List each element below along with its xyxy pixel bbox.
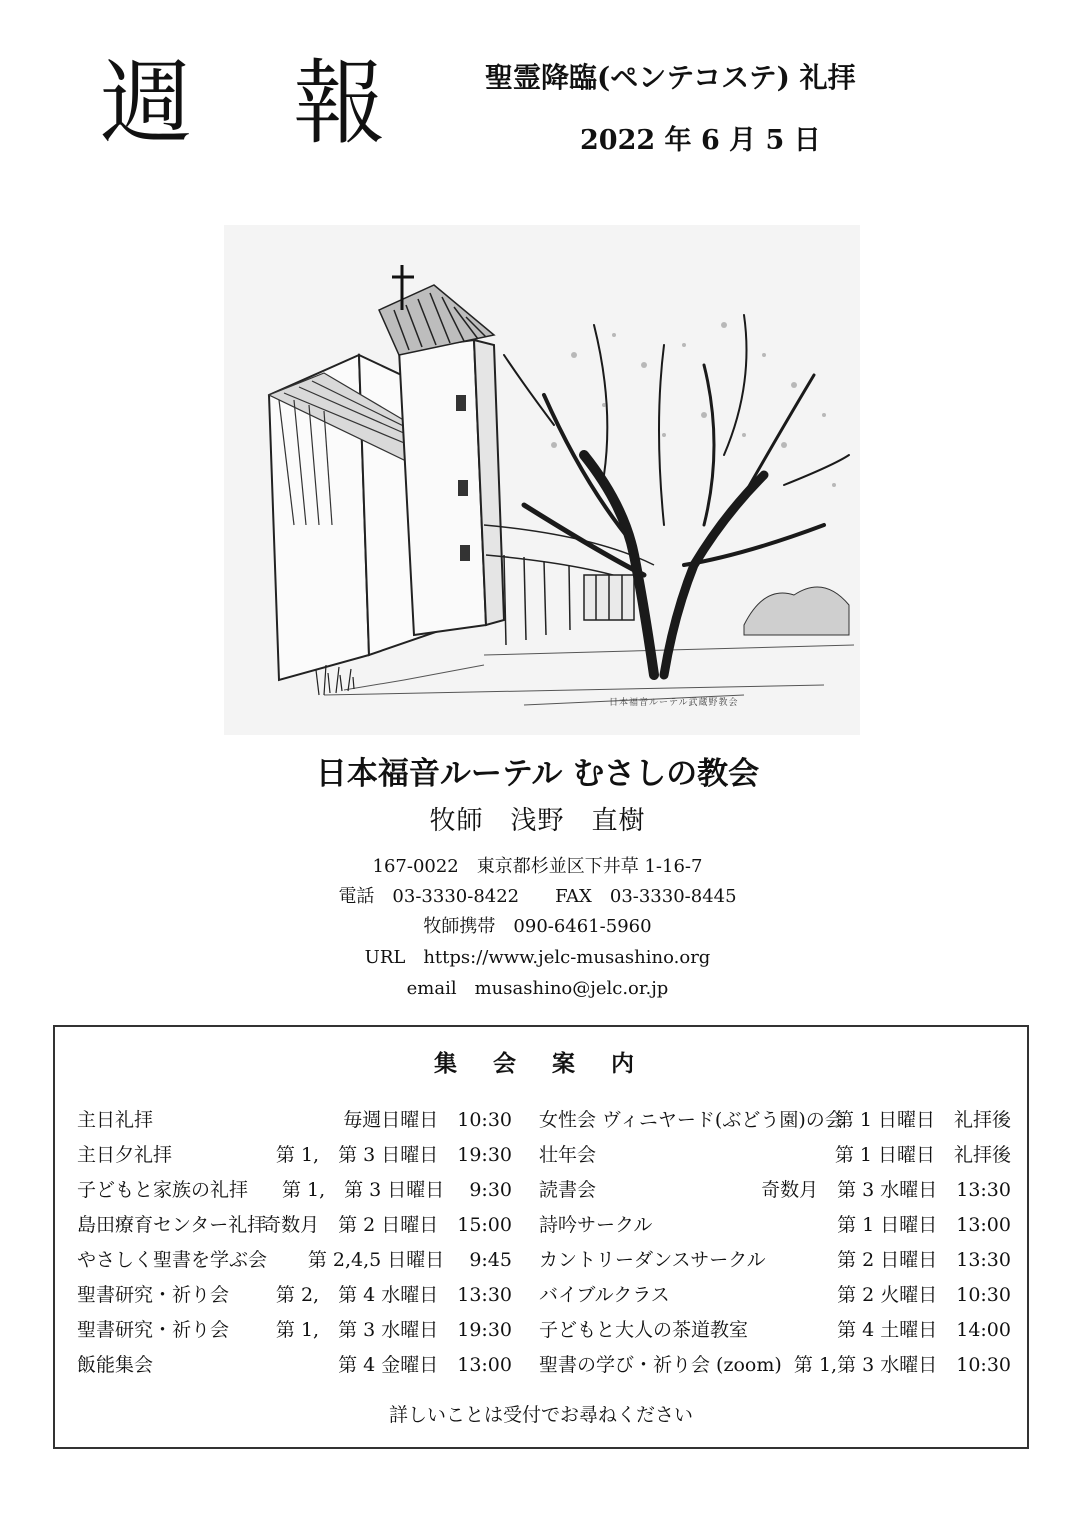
- meetings-footnote: 詳しいことは受付でお尋ねください: [388, 1404, 693, 1426]
- meetings-title: 集 会 案 内: [433, 1050, 649, 1077]
- meeting-name: 壮年会: [539, 1144, 597, 1166]
- meeting-row: [539, 1105, 1011, 1135]
- meeting-time: 毎週日曜日 10:30: [343, 1109, 512, 1131]
- meeting-time: 第 4 金曜日 13:00: [338, 1354, 512, 1376]
- meeting-time: 第 1, 第 3 日曜日 9:30: [281, 1179, 512, 1201]
- meeting-name: 子どもと大人の茶道教室: [539, 1319, 749, 1341]
- meeting-time: 第 2,4,5 日曜日 9:45: [307, 1249, 512, 1271]
- meeting-time: 奇数月 第 3 水曜日 13:30: [761, 1179, 1011, 1201]
- meeting-time: 第 2, 第 4 水曜日 13:30: [275, 1284, 512, 1306]
- meeting-row: [539, 1210, 1011, 1240]
- meeting-name: 飯能集会: [77, 1354, 154, 1376]
- meeting-row: [77, 1105, 512, 1135]
- meeting-name: やさしく聖書を学ぶ会: [77, 1249, 268, 1271]
- meeting-time: 第 1,第 3 水曜日 10:30: [793, 1354, 1011, 1376]
- meeting-name: 聖書研究・祈り会: [77, 1319, 230, 1341]
- meeting-row: [77, 1350, 512, 1380]
- meeting-row: [539, 1175, 1011, 1205]
- meeting-row: [539, 1245, 1011, 1275]
- meeting-name: 子どもと家族の礼拝: [77, 1179, 249, 1201]
- sketch-caption: 日本福音ルーテル武蔵野教会: [609, 698, 739, 708]
- church-email[interactable]: email musashino@jelc.or.jp: [406, 978, 669, 999]
- page-title: 週 報: [100, 50, 422, 157]
- meeting-name: カントリーダンスサークル: [539, 1249, 766, 1271]
- pastor-name: 牧師 浅野 直樹: [429, 806, 646, 836]
- meeting-row: [539, 1140, 1011, 1170]
- meeting-name: 女性会 ヴィニヤード(ぶどう園)の会: [539, 1109, 844, 1131]
- church-phone-fax: 電話 03-3330-8422 FAX 03-3330-8445: [338, 886, 737, 907]
- meeting-row: [77, 1140, 512, 1170]
- service-date: 2022 年 6 月 5 日: [580, 125, 821, 156]
- meeting-row: [77, 1315, 512, 1345]
- meeting-row: [539, 1280, 1011, 1310]
- meeting-row: [539, 1315, 1011, 1345]
- meeting-name: 主日礼拝: [77, 1109, 154, 1131]
- service-name: 聖霊降臨(ペンテコステ) 礼拝: [485, 61, 856, 94]
- meeting-time: 第 1 日曜日 13:00: [837, 1214, 1011, 1236]
- meeting-time: 奇数月 第 2 日曜日 15:00: [262, 1214, 512, 1236]
- meeting-time: 第 2 火曜日 10:30: [837, 1284, 1011, 1306]
- meeting-time: 第 4 土曜日 14:00: [837, 1319, 1011, 1341]
- meeting-row: [77, 1245, 512, 1275]
- church-sketch-illustration: [224, 225, 860, 735]
- meeting-name: 読書会: [539, 1179, 597, 1201]
- church-name: 日本福音ルーテル むさしの教会: [315, 756, 760, 792]
- meeting-name: 聖書研究・祈り会: [77, 1284, 230, 1306]
- meeting-time: 第 1 日曜日 礼拝後: [834, 1144, 1011, 1166]
- meeting-row: [77, 1175, 512, 1205]
- church-url[interactable]: URL https://www.jelc-musashino.org: [364, 947, 711, 968]
- meeting-name: 主日夕礼拝: [77, 1144, 173, 1166]
- meeting-time: 第 1 日曜日 礼拝後: [834, 1109, 1011, 1131]
- meeting-row: [539, 1350, 1011, 1380]
- meeting-row: [77, 1280, 512, 1310]
- meeting-time: 第 2 日曜日 13:30: [837, 1249, 1011, 1271]
- meetings-panel: [53, 1025, 1029, 1449]
- pastor-mobile: 牧師携帯 090-6461-5960: [423, 916, 652, 937]
- meeting-name: 島田療育センター礼拝: [77, 1214, 267, 1236]
- church-address: 167-0022 東京都杉並区下井草 1-16-7: [372, 856, 703, 877]
- meeting-time: 第 1, 第 3 水曜日 19:30: [275, 1319, 512, 1341]
- meeting-time: 第 1, 第 3 日曜日 19:30: [275, 1144, 512, 1166]
- meeting-name: バイブルクラス: [539, 1284, 670, 1306]
- meeting-name: 聖書の学び・祈り会 (zoom): [539, 1354, 782, 1376]
- meeting-row: [77, 1210, 512, 1240]
- meeting-name: 詩吟サークル: [539, 1214, 653, 1236]
